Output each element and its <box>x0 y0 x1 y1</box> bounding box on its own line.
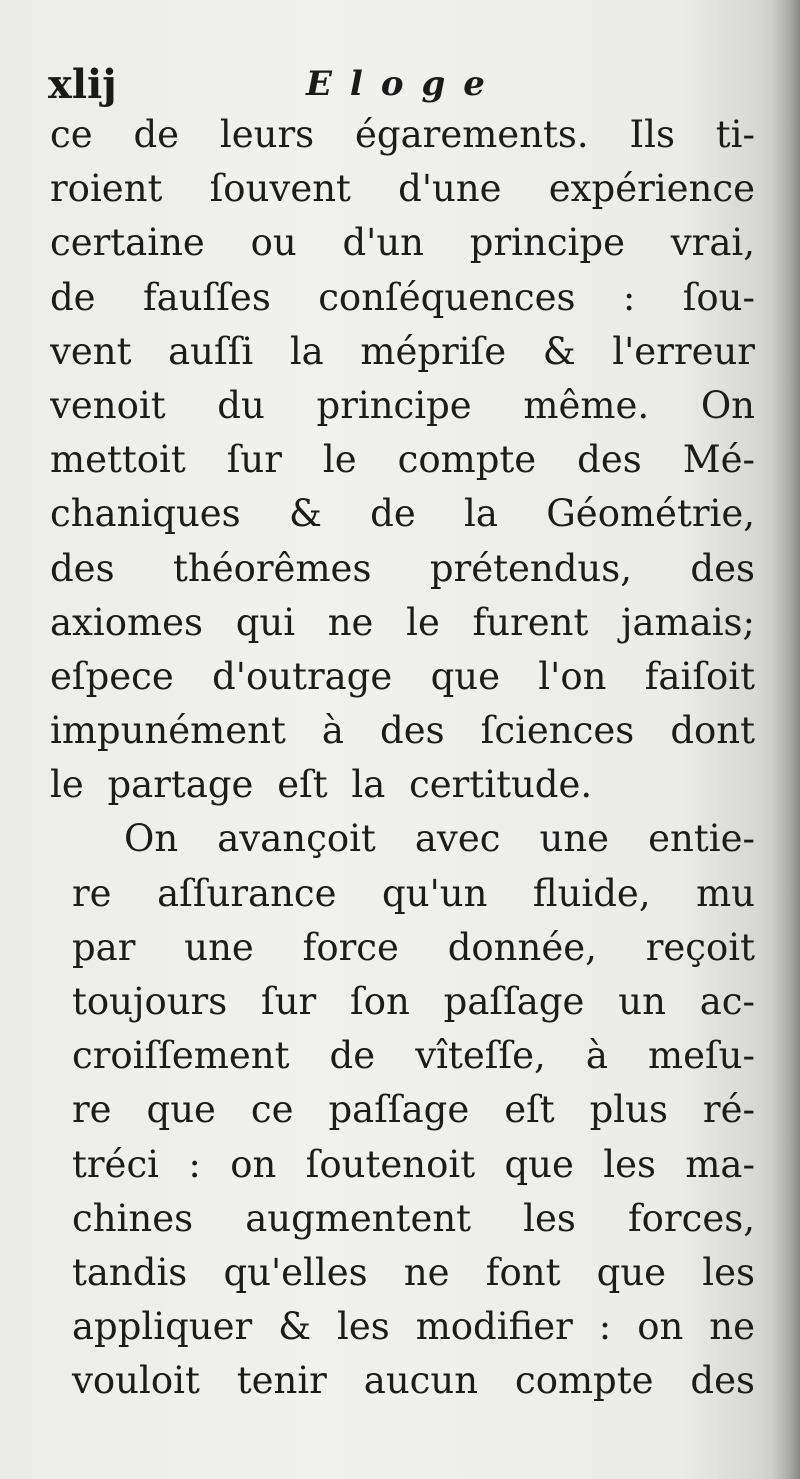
text-line: eſpece d'outrage que l'on faiſoit <box>50 654 755 698</box>
text-line: des théorêmes prétendus, des <box>50 546 755 590</box>
text-line-paragraph-end: le partage eſt la certitude. <box>50 763 593 807</box>
text-line: impunément à des ſciences dont <box>50 709 755 753</box>
text-line-paragraph-start: On avançoit avec une entie- <box>124 817 755 861</box>
page-edge-shadow <box>772 0 800 1479</box>
text-line: croiſſement de vîteſſe, à meſu- <box>72 1034 755 1078</box>
text-line: tréci : on ſoutenoit que les ma- <box>72 1142 755 1186</box>
text-line: certaine ou d'un principe vrai, <box>50 221 755 265</box>
text-line: tandis qu'elles ne font que les <box>72 1250 755 1294</box>
text-line: chines augmentent les forces, <box>72 1196 755 1240</box>
text-line: chaniques & de la Géométrie, <box>50 492 755 536</box>
text-line: re aſſurance qu'un fluide, mu <box>72 871 755 915</box>
text-line: par une force donnée, reçoit <box>72 925 755 969</box>
body-text <box>50 108 755 1409</box>
text-line: vent auſſi la mépriſe & l'erreur <box>50 329 755 373</box>
text-line: roient ſouvent d'une expérience <box>50 167 755 211</box>
running-title: Eloge <box>306 64 503 104</box>
text-line: appliquer & les modifier : on ne <box>72 1305 755 1349</box>
text-line: re que ce paſſage eſt plus ré- <box>72 1088 755 1132</box>
text-line: mettoit ſur le compte des Mé- <box>50 438 755 482</box>
text-line: axiomes qui ne le furent jamais; <box>50 600 755 644</box>
text-line: vouloit tenir aucun compte des <box>72 1359 755 1403</box>
text-line: venoit du principe même. On <box>50 383 755 427</box>
text-line: toujours ſur ſon paſſage un ac- <box>72 980 755 1023</box>
page-number: xlij <box>48 61 117 108</box>
page-header <box>48 60 748 110</box>
text-line: ce de leurs égarements. Ils ti- <box>50 113 755 156</box>
text-line: de fauſſes conſéquences : ſou- <box>50 275 755 319</box>
